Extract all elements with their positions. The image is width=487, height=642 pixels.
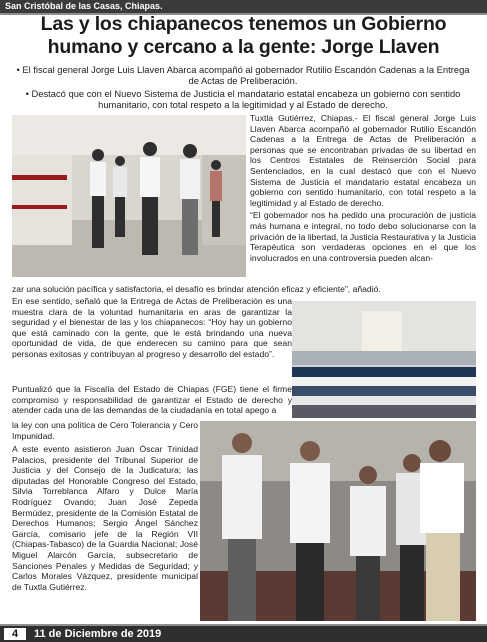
location-label: San Cristóbal de las Casas, Chiapas.	[5, 1, 163, 11]
headline: Las y los chiapanecos tenemos un Gobierno humano y cercano a la gente: Jorge Llaven	[40, 13, 447, 58]
lead-column	[250, 113, 476, 265]
bullet-2: • Destacó que con el Nuevo Sistema de Justicia el mandatario estatal encabeza un gobierno con sentido humanitario, con total respeto a la legitimidad y al Estado de derecho.	[25, 88, 461, 111]
footer-bar	[0, 624, 487, 642]
bullet-1: • El fiscal general Jorge Luis Llaven Abarca acompañó al gobernador Rutilio Escandón Cadenas a la Entrega de Actas de Preliberación.	[16, 64, 470, 87]
paragraph-4b: la ley con una política de Cero Tolerancia y Cero Impunidad.	[12, 420, 198, 441]
paragraph-5: A este evento asistieron Juan Óscar Trinidad Palacios, presidente del Tribunal Superior de Justicia y del Consejo de la Judicatura; las diputadas del Honorable Congreso del Estado, Silvia Torreblanca Alfaro y Dulce María Rodríguez Ovando; Juan José Zepeda Bermúdez, presidente de la Comisión Estatal de Derechos Humanos; Sergio Ángel Sánchez García, comisario jefe de la Región VII (Chiapas-Tabasco) de la Guardia Nacional; José Miguel Alarcón García, subsecretario de Sanciones Penales y Medidas de Seguridad; y Carlos Morales Vázquez, presidente municipal de Tuxtla Gutiérrez.	[12, 444, 198, 592]
paragraph-1: Tuxtla Gutiérrez, Chiapas.- El fiscal general Jorge Luis Llaven Abarca acompañó al gobernador Rutilio Escandón Cadenas a la Entrega de Actas de Preliberación a personas que se encontraban privadas de su libertad en los Centros Estatales de Reinserción Social para Sentenciados, en la cual destacó que con el Nuevo Sistema de Justicia el mandatario estatal encabeza un gobierno con sentido humanitario, con total respeto a la legitimidad y al Estado de derecho.	[250, 113, 476, 208]
page-number: 4	[4, 628, 26, 640]
paragraph-4a: Puntualizó que la Fiscalía del Estado de Chiapas (FGE) tiene el firme compromiso y responsabilidad de garantizar el Estado de derecho y atender cada una de las demandas de la ciudadanía en total apego a	[12, 384, 292, 416]
paragraph-2a: “El gobernador nos ha pedido una procuración de justicia más humana e integral, no todo debo solucionarse con la privación de la libertad, la Justicia Restaurativa y la Justicia Terapéutica son verdaderas opciones en el que los involucrados en una controversia pueden alcan-	[250, 210, 476, 263]
issue-date: 11 de Diciembre de 2019	[34, 628, 162, 640]
paragraph-3: En ese sentido, señaló que la Entrega de Actas de Preliberación es una muestra clara de la voluntad humanitaria en aras de garantizar la seguridad y el bienestar de las y los chiapanecos: “Hoy hay un gobierno que está caminado con la gente, que le está brindando una nueva oportunidad de vida, de que enderecen su camino para que sean personas exitosas y contribuyan al progreso y desarrollo del estado”.	[12, 296, 292, 359]
photo-handshake	[200, 421, 476, 621]
photo-officials-walking	[12, 115, 246, 277]
paragraph-2b: zar una solución pacífica y satisfactoria, el desafío es brindar atención eficaz y eficiente”, añadió.	[12, 284, 381, 294]
photo-auditorium	[292, 301, 476, 418]
